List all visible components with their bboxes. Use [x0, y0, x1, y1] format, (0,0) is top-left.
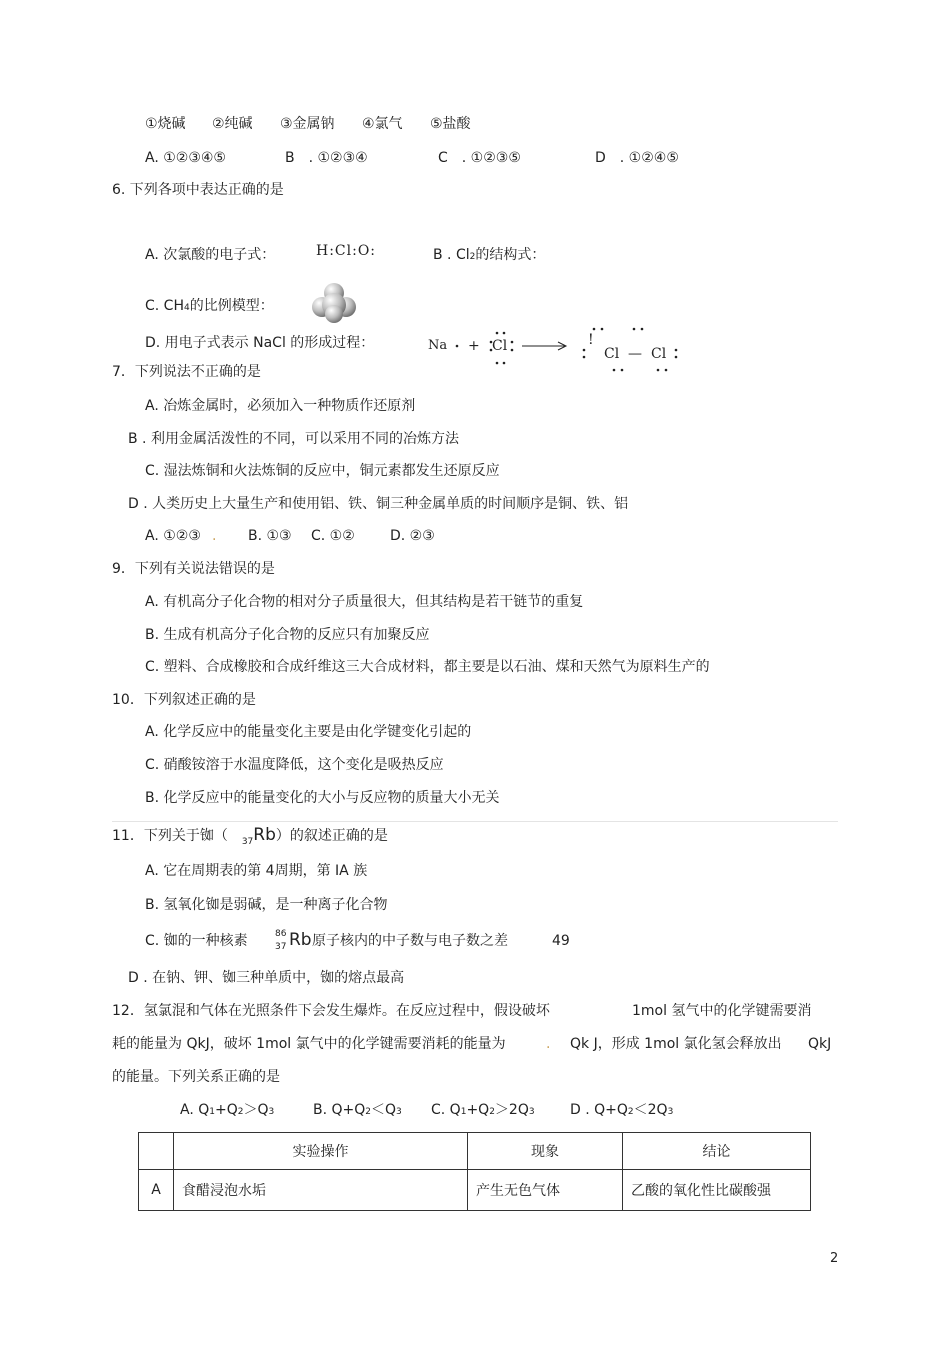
q9-option-b: B. 生成有机高分子化合物的反应只有加聚反应: [145, 627, 430, 643]
table-row: [139, 1170, 811, 1211]
q7-option-c: C. 湿法炼铜和火法炼铜的反应中，铜元素都发生还原反应: [145, 463, 500, 479]
q9-stem: 9．下列有关说法错误的是: [112, 561, 275, 577]
methane-space-filling-model: [310, 281, 358, 325]
q5-item-4: ④氯气: [362, 116, 403, 132]
q11-option-a: A. 它在周期表的第 4周期，第 IA 族: [145, 863, 368, 879]
q11-stem: 11．下列关于铷（ $_{37}$Rb）的叙述正确的是: [112, 825, 388, 847]
q6-option-a: A. 次氯酸的电子式：: [145, 247, 276, 263]
q5-item-3: ③金属钠: [280, 116, 335, 132]
q11-option-b: B. 氢氧化铷是弱碱，是一种离子化合物: [145, 897, 388, 913]
divider: [112, 821, 838, 822]
q11-option-c-rest: 原子核内的中子数与电子数之差: [312, 933, 508, 949]
table-header-cell: 实验操作: [174, 1133, 468, 1170]
nuclide-atomic-number: 37: [275, 942, 287, 952]
table-cell: A: [139, 1170, 174, 1211]
page-number: 2: [830, 1251, 839, 1266]
q12-option-d: D . Q+Q2＜2Q3: [570, 1102, 674, 1118]
q12-line-2c: QkJ: [808, 1036, 832, 1052]
q7-option-a: A. 冶炼金属时，必须加入一种物质作还原剂: [145, 398, 416, 414]
stray-dot-2: .: [546, 1036, 551, 1052]
q12-option-c: C. Q1+Q2＞2Q3: [431, 1102, 535, 1118]
cl-atom-left: Cl: [604, 346, 620, 362]
nuclide-symbol: Rb: [289, 930, 312, 950]
q12-option-b: B. Q+Q2＜Q3: [313, 1102, 402, 1118]
q5-option-a: A. ①②③④⑤: [145, 150, 226, 166]
q10-stem: 10．下列叙述正确的是: [112, 692, 256, 708]
cl-atom-right: Cl: [651, 346, 667, 362]
q6-stem: 6. 下列各项中表达正确的是: [112, 182, 284, 198]
reaction-arrow-icon: [454, 330, 584, 374]
q9-option-a: A. 有机高分子化合物的相对分子质量很大，但其结构是若干链节的重复: [145, 594, 584, 610]
stray-dot: .: [212, 528, 217, 544]
q5-item-1: ①烧碱: [145, 116, 186, 132]
cl-atom: Cl: [492, 338, 508, 354]
unpaired-electron-mark: !: [588, 332, 594, 348]
table-cell: 食醋浸泡水垢: [174, 1170, 468, 1211]
q12-line-2a: 耗的能量为 QkJ，破坏 1mol 氯气中的化学键需要消耗的能量为: [112, 1036, 506, 1052]
q5-option-c: C . ①②③⑤: [438, 150, 521, 166]
q12-line-2b: Qk J，形成 1mol 氯化氢会释放出: [570, 1036, 782, 1052]
hocl-electron-formula: H:Cl:O:: [316, 243, 377, 259]
q7-answer-c: C. ①②: [311, 528, 355, 544]
covalent-bond: —: [628, 346, 642, 362]
q7-answer-b: B. ①③: [248, 528, 292, 544]
table-cell: 产生无色气体: [468, 1170, 623, 1211]
q7-stem: 7．下列说法不正确的是: [112, 364, 261, 380]
experiment-table: [138, 1132, 811, 1211]
q9-option-c: C. 塑料、合成橡胶和合成纤维这三大合成材料，都主要是以石油、煤和天然气为原料生产的: [145, 659, 710, 675]
q12-line-3: 的能量。下列关系正确的是: [112, 1069, 280, 1085]
table-header-cell: [139, 1133, 174, 1170]
q7-option-b: B . 利用金属活泼性的不同，可以采用不同的冶炼方法: [128, 431, 459, 447]
q10-option-b: B. 化学反应中的能量变化的大小与反应物的质量大小无关: [145, 790, 500, 806]
table-header-cell: 现象: [468, 1133, 623, 1170]
q7-answer-d: D. ②③: [390, 528, 435, 544]
q11-option-d: D . 在钠、钾、铷三种单质中，铷的熔点最高: [128, 970, 405, 986]
q6-option-d: D. 用电子式表示 NaCl 的形成过程：: [145, 335, 375, 351]
q12-option-a: A. Q1+Q2＞Q3: [180, 1102, 275, 1118]
q12-line-1a: 12．氢氯混和气体在光照条件下会发生爆炸。在反应过程中，假设破坏: [112, 1003, 550, 1019]
element-symbol: Rb: [253, 825, 276, 845]
q11-option-c-value: 49: [552, 933, 570, 949]
q7-option-d: D . 人类历史上大量生产和使用铝、铁、铜三种金属单质的时间顺序是铜、铁、铝: [128, 496, 629, 512]
lone-pair-dots: [580, 326, 684, 376]
table-cell: 乙酸的氧化性比碳酸强: [623, 1170, 811, 1211]
mass-number: 86: [275, 929, 287, 939]
plus-sign: +: [468, 338, 480, 354]
atomic-number: 37: [241, 837, 254, 847]
q10-option-a: A. 化学反应中的能量变化主要是由化学键变化引起的: [145, 724, 472, 740]
table-header-cell: 结论: [623, 1133, 811, 1170]
q11-option-c-text: C. 铷的一种核素: [145, 933, 248, 949]
q12-line-1b: 1mol 氢气中的化学键需要消: [632, 1003, 812, 1019]
q7-answer-a: A. ①②③: [145, 528, 201, 544]
na-symbol: Na: [428, 338, 448, 353]
q5-item-5: ⑤盐酸: [430, 116, 471, 132]
q6-option-c: C. CH4的比例模型：: [145, 298, 274, 314]
q6-option-b: B . Cl2的结构式：: [433, 247, 546, 263]
q5-item-2: ②纯碱: [212, 116, 253, 132]
q5-option-b: B . ①②③④: [285, 150, 368, 166]
q5-option-d: D . ①②④⑤: [595, 150, 679, 166]
table-header-row: [139, 1133, 811, 1170]
q10-option-c: C. 硝酸铵溶于水温度降低，这个变化是吸热反应: [145, 757, 444, 773]
